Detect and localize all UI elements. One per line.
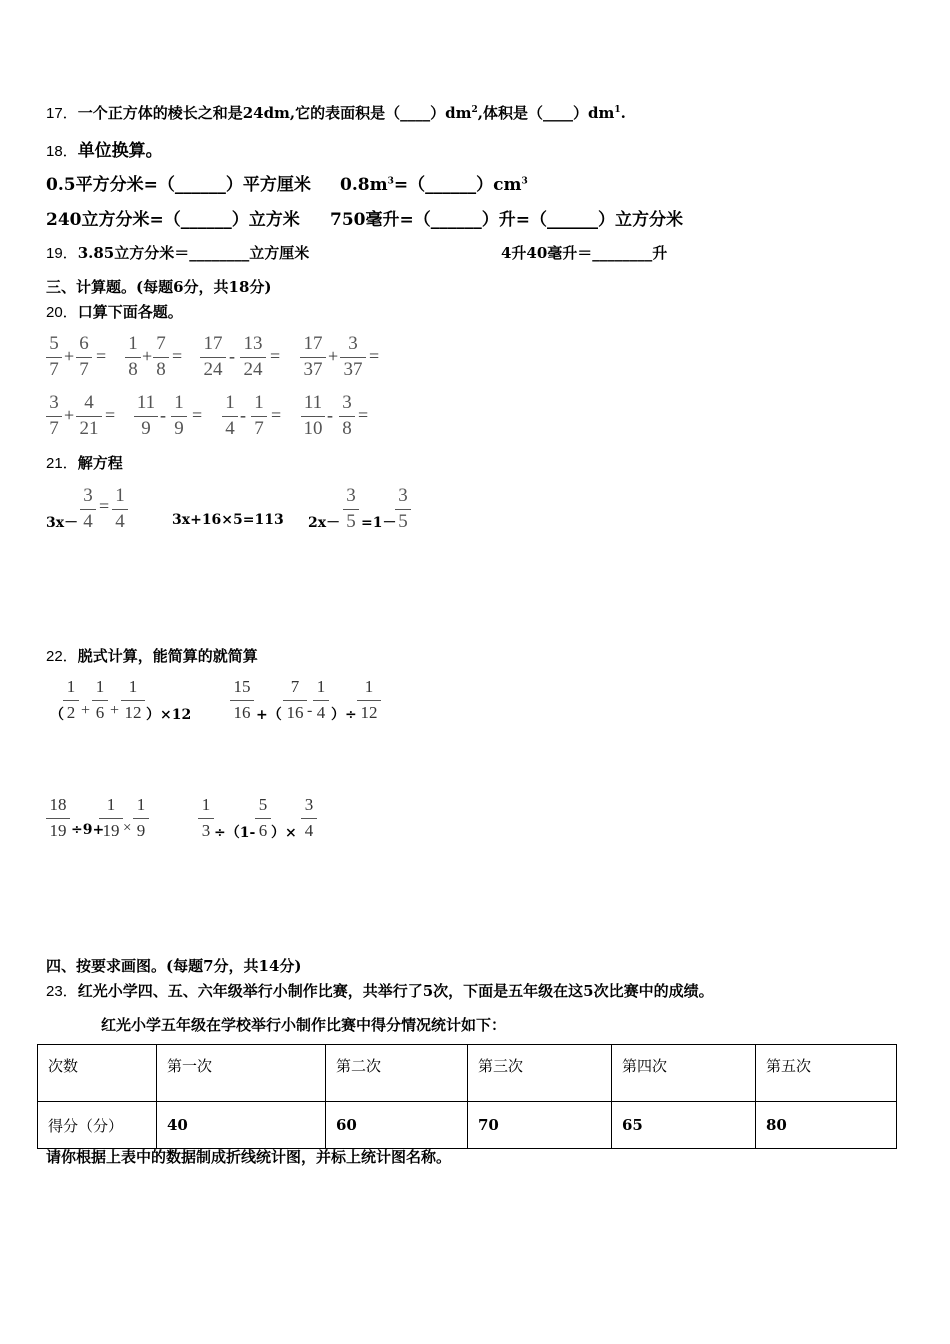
fraction [283, 677, 307, 723]
fraction [357, 677, 381, 723]
score-table [37, 1044, 897, 1149]
question-text: 3.85立方分米＝________立方厘米 [77, 244, 310, 262]
denominator: 12 [360, 703, 378, 722]
fraction-bar [46, 357, 62, 358]
fraction-bar [121, 700, 145, 701]
numerator: 3 [348, 333, 358, 354]
fraction-bar [255, 818, 271, 819]
numerator: 3 [346, 485, 356, 506]
fraction-bar [300, 357, 326, 358]
question-22 [46, 645, 258, 666]
numerator: 7 [290, 677, 300, 696]
equals-sign: = [105, 405, 116, 425]
question-number: 19． [46, 245, 78, 262]
instruction-text: 请你根据上表中的数据制成折线统计图，并标上统计图名称。 [46, 1148, 452, 1166]
numerator: 1 [201, 795, 211, 814]
fraction-bar [92, 700, 108, 701]
fraction-bar [80, 509, 96, 510]
question-number: 20． [46, 304, 78, 321]
equals-sign: = [358, 405, 369, 425]
fraction-bar [125, 357, 141, 358]
table-cell: 次数 [38, 1045, 157, 1102]
paren-open: （ [50, 707, 64, 723]
fraction [134, 393, 158, 439]
equals-sign: = [172, 346, 183, 366]
fraction [99, 795, 123, 841]
fraction [251, 393, 267, 439]
operator: + [110, 702, 120, 719]
fraction-bar [395, 509, 411, 510]
operator: + [142, 346, 153, 366]
conversion-text: =（______）cm [393, 175, 522, 195]
question-text: 一个正方体的棱长之和是24dm,它的表面积是（____）dm [77, 104, 472, 122]
fraction [339, 393, 355, 439]
denominator: 5 [346, 511, 356, 532]
fraction-bar [343, 509, 359, 510]
superscript: 3 [387, 176, 394, 187]
equals-sign: = [369, 346, 380, 366]
fraction-bar [283, 700, 307, 701]
operator: - [327, 405, 333, 425]
denominator: 10 [303, 418, 323, 439]
equation-1-prefix: 3x－ [46, 515, 79, 531]
fraction-bar [357, 700, 381, 701]
denominator: 4 [225, 418, 235, 439]
plus-paren: +（ [256, 707, 282, 723]
operator: + [328, 346, 339, 366]
divide-paren: ÷（1- [214, 825, 256, 841]
fraction-bar [76, 357, 92, 358]
fraction-bar [171, 416, 187, 417]
fraction [121, 677, 145, 723]
fraction [153, 334, 169, 380]
superscript: 3 [521, 176, 528, 187]
question-19 [46, 242, 309, 263]
conversion-line-1b [340, 170, 528, 195]
fraction-bar [63, 700, 79, 701]
conversion-line-2a: 240立方分米=（______）立方米 [46, 210, 300, 230]
fraction [80, 486, 96, 532]
table-cell: 80 [756, 1102, 897, 1149]
question-20 [46, 301, 183, 322]
fraction [395, 486, 411, 532]
numerator: 1 [174, 392, 184, 413]
numerator: 3 [49, 392, 59, 413]
denominator: 2 [66, 703, 76, 722]
numerator: 1 [106, 795, 116, 814]
fraction-bar [222, 416, 238, 417]
table-cell: 第二次 [326, 1045, 468, 1102]
denominator: 16 [286, 703, 304, 722]
fraction [112, 486, 128, 532]
fraction [76, 334, 92, 380]
denominator: 7 [49, 418, 59, 439]
table-cell: 第五次 [756, 1045, 897, 1102]
denominator: 37 [343, 359, 363, 380]
equals-sign: = [99, 496, 110, 516]
fraction-bar [46, 416, 62, 417]
fraction [133, 795, 149, 841]
numerator: 1 [254, 392, 264, 413]
question-text: . [620, 104, 626, 122]
numerator: 11 [136, 392, 156, 413]
fraction [46, 393, 62, 439]
fraction [92, 677, 108, 723]
question-title: 脱式计算，能简算的就简算 [77, 647, 258, 665]
equals-sign: = [271, 405, 282, 425]
fraction [125, 334, 141, 380]
superscript: 2 [471, 105, 478, 115]
fraction [313, 677, 329, 723]
fraction-bar [301, 416, 325, 417]
numerator: 1 [225, 392, 235, 413]
superscript: 1 [614, 105, 621, 115]
question-number: 22． [46, 648, 78, 665]
fraction [340, 334, 366, 380]
fraction [171, 393, 187, 439]
question-number: 21． [46, 455, 78, 472]
table-cell: 70 [468, 1102, 612, 1149]
fraction [343, 486, 359, 532]
denominator: 12 [124, 703, 142, 722]
numerator: 3 [342, 392, 352, 413]
denominator: 8 [156, 359, 166, 380]
question-text: 红光小学四、五、六年级举行小制作比赛，共举行了5次，下面是五年级在这5次比赛中的成绩。 [77, 982, 714, 1000]
numerator: 3 [304, 795, 314, 814]
numerator: 17 [203, 333, 223, 354]
table-cell: 第一次 [157, 1045, 326, 1102]
paren-close-divide: ）÷ [331, 707, 357, 723]
denominator: 6 [95, 703, 105, 722]
fraction [222, 393, 238, 439]
fraction [301, 795, 317, 841]
fraction-bar [251, 416, 267, 417]
numerator: 11 [303, 392, 323, 413]
fraction-bar [240, 357, 266, 358]
denominator: 16 [233, 703, 251, 722]
numerator: 1 [316, 677, 326, 696]
question-number: 18． [46, 143, 78, 160]
numerator: 1 [364, 677, 374, 696]
operator: - [240, 405, 246, 425]
denominator: 8 [128, 359, 138, 380]
denominator: 4 [304, 821, 314, 840]
denominator: 37 [303, 359, 323, 380]
denominator: 19 [102, 821, 120, 840]
table-caption: 红光小学五年级在学校举行小制作比赛中得分情况统计如下： [101, 1016, 507, 1034]
operator: - [160, 405, 166, 425]
question-text: ,体积是（____）dm [477, 104, 615, 122]
denominator: 4 [115, 511, 125, 532]
numerator: 5 [258, 795, 268, 814]
fraction-bar [134, 416, 158, 417]
equals-sign: = [270, 346, 281, 366]
question-17 [46, 102, 626, 123]
question-18 [46, 136, 163, 161]
numerator: 1 [128, 333, 138, 354]
numerator: 1 [115, 485, 125, 506]
numerator: 3 [83, 485, 93, 506]
fraction-bar [153, 357, 169, 358]
operator: × [123, 820, 132, 836]
fraction [63, 677, 79, 723]
denominator: 19 [49, 821, 67, 840]
equals-sign: = [96, 346, 107, 366]
denominator: 7 [254, 418, 264, 439]
equation-3-middle: =1－ [361, 515, 397, 531]
denominator: 8 [342, 418, 352, 439]
fraction [230, 677, 254, 723]
question-title: 解方程 [77, 454, 123, 472]
denominator: 3 [201, 821, 211, 840]
section-4-heading: 四、按要求画图。(每题7分，共14分) [46, 957, 302, 975]
question-number: 23． [46, 983, 78, 1000]
fraction [301, 393, 325, 439]
table-cell: 得分（分） [38, 1102, 157, 1149]
operator: + [64, 346, 75, 366]
operator: + [64, 405, 75, 425]
question-title: 单位换算。 [77, 141, 163, 161]
conversion-line-1a: 0.5平方分米=（______）平方厘米 [46, 175, 311, 195]
denominator: 9 [141, 418, 151, 439]
section-3-heading: 三、计算题。(每题6分，共18分) [46, 278, 272, 296]
numerator: 17 [303, 333, 323, 354]
table-row [38, 1102, 897, 1149]
table-cell: 第四次 [612, 1045, 756, 1102]
table-cell: 60 [326, 1102, 468, 1149]
denominator: 24 [203, 359, 223, 380]
denominator: 24 [243, 359, 263, 380]
fraction [200, 334, 226, 380]
question-number: 17． [46, 105, 78, 122]
numerator: 3 [398, 485, 408, 506]
fraction-bar [200, 357, 226, 358]
table-header-row [38, 1045, 897, 1102]
table-cell: 65 [612, 1102, 756, 1149]
numerator: 4 [84, 392, 94, 413]
numerator: 13 [243, 333, 263, 354]
operator: - [229, 346, 235, 366]
question-19-right: 4升40毫升＝________升 [501, 244, 668, 262]
divide-plus: ÷9+ [71, 822, 105, 838]
fraction [300, 334, 326, 380]
fraction-bar [340, 357, 366, 358]
numerator: 15 [233, 677, 251, 696]
denominator: 9 [174, 418, 184, 439]
numerator: 1 [136, 795, 146, 814]
conversion-line-2b: 750毫升=（______）升=（______）立方分米 [330, 210, 683, 230]
equals-sign: = [192, 405, 203, 425]
numerator: 1 [128, 677, 138, 696]
operator: - [307, 702, 313, 719]
numerator: 7 [156, 333, 166, 354]
equation-2: 3x+16×5=113 [172, 512, 284, 528]
table-cell: 40 [157, 1102, 326, 1149]
fraction-bar [133, 818, 149, 819]
denominator: 5 [398, 511, 408, 532]
fraction-bar [313, 700, 329, 701]
operator: + [81, 702, 91, 719]
fraction-bar [46, 818, 70, 819]
fraction-bar [76, 416, 102, 417]
numerator: 1 [66, 677, 76, 696]
fraction [255, 795, 271, 841]
question-title: 口算下面各题。 [77, 303, 183, 321]
denominator: 21 [79, 418, 99, 439]
fraction-bar [301, 818, 317, 819]
paren-close-times: ）× [271, 825, 297, 841]
fraction-bar [99, 818, 123, 819]
denominator: 7 [79, 359, 89, 380]
question-23 [46, 980, 714, 1001]
numerator: 1 [95, 677, 105, 696]
equation-3-prefix: 2x－ [308, 515, 341, 531]
question-21 [46, 452, 123, 473]
fraction-bar [198, 818, 214, 819]
fraction [46, 795, 70, 841]
denominator: 6 [258, 821, 268, 840]
paren-close-times: ）×12 [146, 707, 192, 723]
fraction-bar [339, 416, 355, 417]
fraction-bar [230, 700, 254, 701]
numerator: 6 [79, 333, 89, 354]
fraction [76, 393, 102, 439]
fraction [240, 334, 266, 380]
denominator: 9 [136, 821, 146, 840]
numerator: 18 [49, 795, 67, 814]
denominator: 7 [49, 359, 59, 380]
fraction [198, 795, 214, 841]
denominator: 4 [83, 511, 93, 532]
fraction [46, 334, 62, 380]
conversion-text: 0.8m [340, 175, 388, 195]
numerator: 5 [49, 333, 59, 354]
denominator: 4 [316, 703, 326, 722]
table-cell: 第三次 [468, 1045, 612, 1102]
fraction-bar [112, 509, 128, 510]
